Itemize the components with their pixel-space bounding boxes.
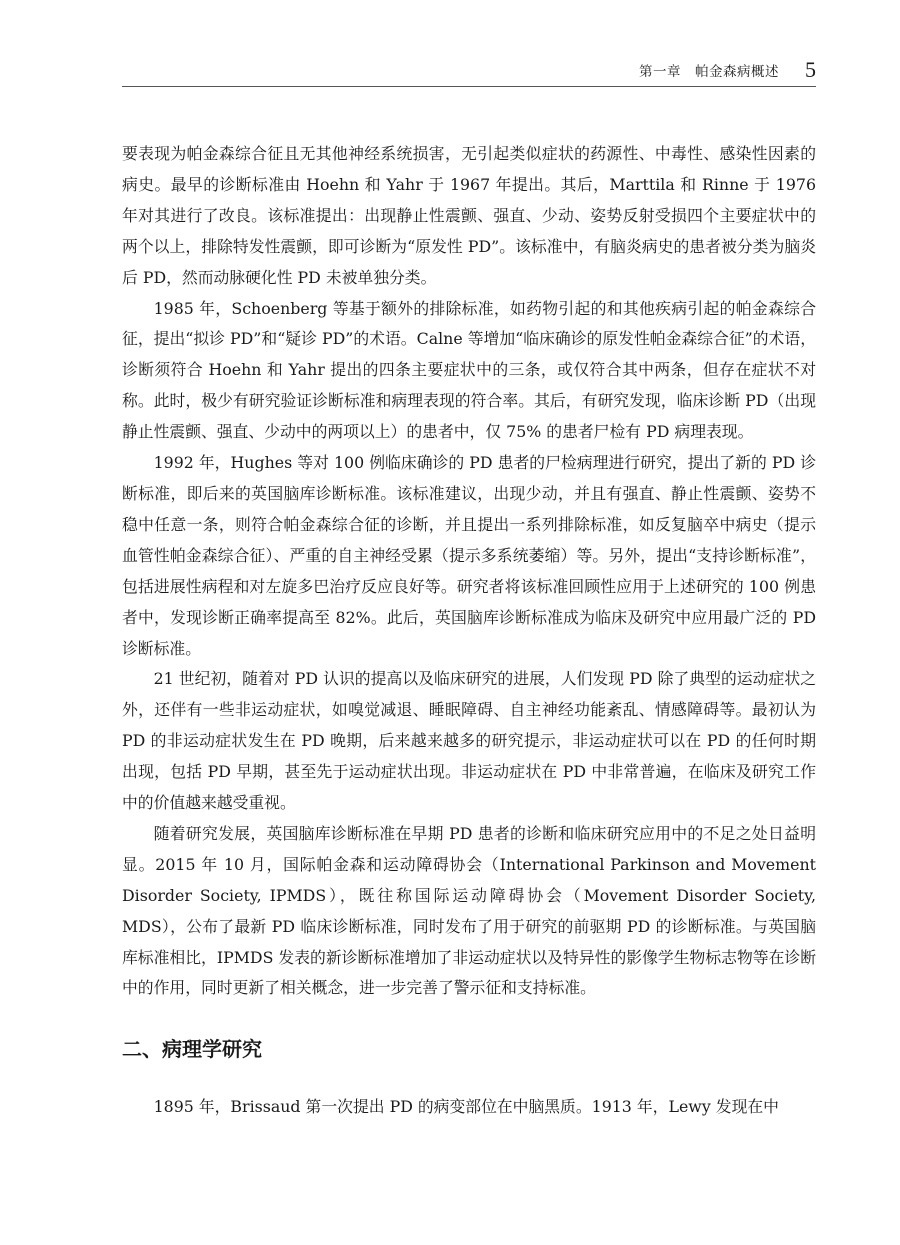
paragraph-diagnostic-criteria-intro: 要表现为帕金森综合征且无其他神经系统损害，无引起类似症状的药源性、中毒性、感染性因素的病史。最早的诊断标准由 Hoehn 和 Yahr 于 1967 年提出。其后，Marttila 和 Rinne 于 1976 年对其进行了改良。该标准提出：出现静止性震颤、强直、少动、姿势反射受损四个主要症状中的两个以上，排除特发性震颤，即可诊断为“原发性 PD”。该标准中，有脑炎病史的患者被分类为脑炎后 PD，然而动脉硬化性 PD 未被单独分类。 xyxy=(122,144,816,287)
running-header xyxy=(122,56,816,82)
paragraph-non-motor-symptoms: 21 世纪初，随着对 PD 认识的提高以及临床研究的进展，人们发现 PD 除了典型的运动症状之外，还伴有一些非运动症状，如嗅觉减退、睡眠障碍、自主神经功能紊乱、情感障碍等。最初认为 PD 的非运动症状发生在 PD 晚期，后来越来越多的研究提示，非运动症状可以在 PD 的任何时期出现，包括 PD 早期，甚至先于运动症状出现。非运动症状在 PD 中非常普遍，在临床及研究工作中的价值越来越受重视。 xyxy=(122,669,816,813)
paragraph-pathology-history: 1895 年，Brissaud 第一次提出 PD 的病变部位在中脑黑质。1913 年，Lewy 发现在中 xyxy=(153,1097,779,1117)
paragraph-1992-uk-brain-bank: 1992 年，Hughes 等对 100 例临床确诊的 PD 患者的尸检病理进行研究，提出了新的 PD 诊断标准，即后来的英国脑库诊断标准。该标准建议，出现少动，并且有强直、静止性震颤、姿势不稳中任意一条，则符合帕金森综合征的诊断，并且提出一系列排除标准，如反复脑卒中病史（提示血管性帕金森综合征）、严重的自主神经受累（提示多系统萎缩）等。另外，提出“支持诊断标准”，包括进展性病程和对左旋多巴治疗反应良好等。研究者将该标准回顾性应用于上述研究的 100 例患者中，发现诊断正确率提高至 82%。此后，英国脑库诊断标准成为临床及研究中应用最广泛的 PD 诊断标准。 xyxy=(122,453,816,658)
header-divider xyxy=(122,86,816,87)
body-text xyxy=(122,139,816,1123)
page-number: 5 xyxy=(805,57,816,82)
paragraph-ipmds-criteria: 随着研究发展，英国脑库诊断标准在早期 PD 患者的诊断和临床研究应用中的不足之处日益明显。2015 年 10 月，国际帕金森和运动障碍协会（International Parkinson and Movement Disorder Society, IPMDS），既往称国际运动障碍协会（Movement Disorder Society, MDS），公布了最新 PD 临床诊断标准，同时发布了用于研究的前驱期 PD 的诊断标准。与英国脑库标准相比，IPMDS 发表的新诊断标准增加了非运动症状以及特异性的影像学生物标志物等在诊断中的作用，同时更新了相关概念，进一步完善了警示征和支持标准。 xyxy=(122,823,816,998)
chapter-title: 第一章 帕金森病概述 xyxy=(639,64,779,80)
paragraph-1985-criteria: 1985 年，Schoenberg 等基于额外的排除标准，如药物引起的和其他疾病引起的帕金森综合征，提出“拟诊 PD”和“疑诊 PD”的术语。Calne 等增加“临床确诊的原发性帕金森综合征”的术语，诊断须符合 Hoehn 和 Yahr 提出的四条主要症状中的三条，或仅符合其中两条，但存在症状不对称。此时，极少有研究验证诊断标准和病理表现的符合率。其后，有研究发现，临床诊断 PD（出现静止性震颤、强直、少动中的两项以上）的患者中，仅 75% 的患者尸检有 PD 病理表现。 xyxy=(122,298,816,442)
section-heading-pathology: 二、病理学研究 xyxy=(122,1037,262,1062)
